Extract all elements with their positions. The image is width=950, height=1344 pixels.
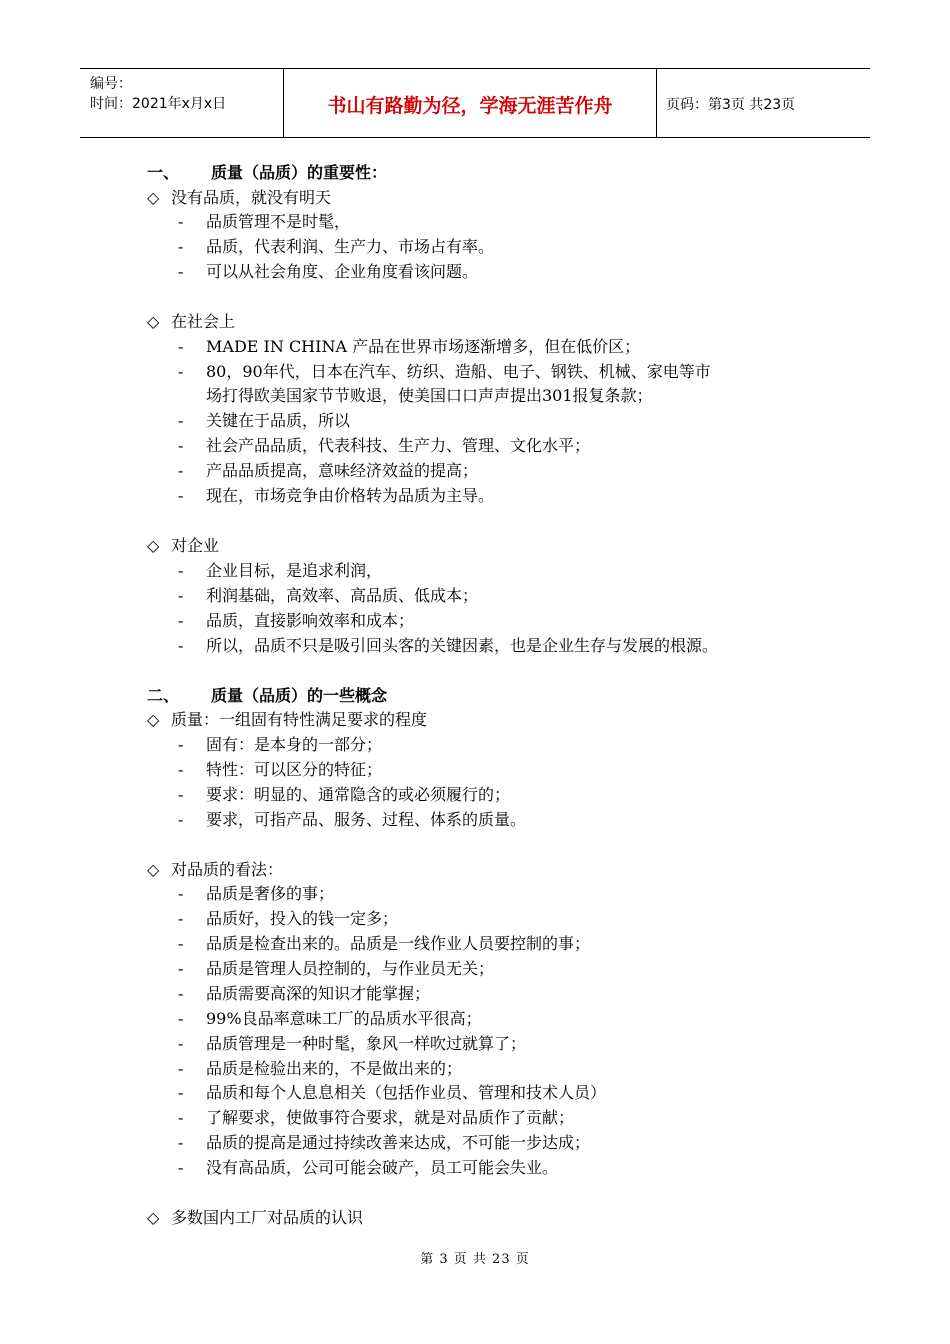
dash-bullet-icon: - [178, 561, 184, 580]
group-heading-text: 对企业 [171, 536, 220, 555]
dash-bullet-icon: - [178, 436, 184, 455]
diamond-bullet-icon: ◇ [147, 188, 160, 207]
section-heading [147, 163, 387, 183]
list-item-text: 品质的提高是通过持续改善来达成，不可能一步达成； [206, 1133, 591, 1152]
dash-bullet-icon: - [178, 486, 184, 505]
group-heading [147, 536, 219, 556]
dash-bullet-icon: - [178, 362, 184, 381]
list-item-text: 了解要求，使做事符合要求，就是对品质作了贡献； [206, 1108, 575, 1127]
dash-bullet-icon: - [178, 611, 184, 630]
list-item-text: 现在，市场竞争由价格转为品质为主导。 [206, 486, 495, 505]
dash-bullet-icon: - [178, 237, 184, 256]
list-item-text: 80，90年代，日本在汽车、纺织、造船、电子、钢铁、机械、家电等市 [206, 362, 711, 381]
header-motto-cell [283, 69, 657, 137]
dash-bullet-icon: - [178, 1108, 184, 1127]
diamond-bullet-icon: ◇ [147, 710, 160, 729]
list-item-text: 固有：是本身的一部分； [206, 735, 383, 754]
header-page-cell [656, 69, 870, 137]
list-item-text: 99%良品率意味工厂的品质水平很高； [206, 1009, 482, 1028]
group-heading-text: 在社会上 [171, 312, 236, 331]
list-item-text: 特性：可以区分的特征； [206, 760, 383, 779]
header-meta-cell [80, 69, 283, 137]
dash-bullet-icon: - [178, 411, 184, 430]
section-heading [147, 686, 387, 706]
page-label: 页码：第3页 共23页 [666, 97, 796, 113]
dash-bullet-icon: - [178, 760, 184, 779]
list-item-text: MADE IN CHINA 产品在世界市场逐渐增多，但在低价区； [206, 337, 641, 356]
dash-bullet-icon: - [178, 810, 184, 829]
list-item-text: 品质是检查出来的。品质是一线作业人员要控制的事； [206, 934, 591, 953]
group-heading-text: 多数国内工厂对品质的认识 [171, 1208, 364, 1227]
dash-bullet-icon: - [178, 262, 184, 281]
number-label: 编号： [90, 76, 132, 92]
list-item-text: 场打得欧美国家节节败退，使美国口口声声提出301报复条款； [206, 386, 653, 405]
list-item-text: 品质是管理人员控制的，与作业员无关； [206, 959, 495, 978]
group-heading [147, 312, 235, 332]
dash-bullet-icon: - [178, 1034, 184, 1053]
dash-bullet-icon: - [178, 884, 184, 903]
list-item-text: 品质管理不是时髦， [206, 212, 351, 231]
group-heading [147, 860, 283, 880]
list-item-text: 品质，代表利润、生产力、市场占有率。 [206, 237, 495, 256]
list-item-text: 品质需要高深的知识才能掌握； [206, 984, 431, 1003]
diamond-bullet-icon: ◇ [147, 860, 160, 879]
list-item-text: 所以，品质不只是吸引回头客的关键因素，也是企业生存与发展的根源。 [206, 636, 719, 655]
list-item-text: 社会产品品质，代表科技、生产力、管理、文化水平； [206, 436, 591, 455]
list-item-text: 要求，可指产品、服务、过程、体系的质量。 [206, 810, 527, 829]
dash-bullet-icon: - [178, 461, 184, 480]
list-item-text: 产品品质提高，意味经济效益的提高； [206, 461, 479, 480]
list-item-text: 品质是检验出来的，不是做出来的； [206, 1059, 463, 1078]
diamond-bullet-icon: ◇ [147, 536, 160, 555]
dash-bullet-icon: - [178, 1133, 184, 1152]
document-header [80, 68, 870, 138]
list-item-text: 要求：明显的、通常隐含的或必须履行的； [206, 785, 511, 804]
dash-bullet-icon: - [178, 1059, 184, 1078]
group-heading [147, 710, 427, 730]
motto-text: 书山有路勤为径，学海无涯苦作舟 [327, 95, 613, 117]
dash-bullet-icon: - [178, 212, 184, 231]
group-heading [147, 188, 331, 208]
page-footer: 第 3 页 共 23 页 [420, 1252, 530, 1267]
group-heading [147, 1208, 363, 1228]
time-label: 时间：2021年x月x日 [90, 96, 227, 112]
diamond-bullet-icon: ◇ [147, 312, 160, 331]
list-item-text: 品质好，投入的钱一定多； [206, 909, 399, 928]
dash-bullet-icon: - [178, 984, 184, 1003]
list-item-text: 品质是奢侈的事； [206, 884, 335, 903]
dash-bullet-icon: - [178, 1009, 184, 1028]
dash-bullet-icon: - [178, 586, 184, 605]
dash-bullet-icon: - [178, 909, 184, 928]
dash-bullet-icon: - [178, 636, 184, 655]
section-number: 二、 [147, 686, 180, 705]
dash-bullet-icon: - [178, 785, 184, 804]
list-item-text: 利润基础，高效率、高品质、低成本； [206, 586, 479, 605]
list-item-text: 关键在于品质，所以 [206, 411, 351, 430]
dash-bullet-icon: - [178, 1158, 184, 1177]
list-item-text: 品质和每个人息息相关（包括作业员、管理和技术人员） [206, 1083, 607, 1102]
dash-bullet-icon: - [178, 735, 184, 754]
dash-bullet-icon: - [178, 1083, 184, 1102]
list-item-text: 企业目标，是追求利润， [206, 561, 383, 580]
list-item-text: 品质管理是一种时髦，象风一样吹过就算了； [206, 1034, 527, 1053]
group-heading-text: 质量：一组固有特性满足要求的程度 [171, 710, 428, 729]
section-title: 质量（品质）的一些概念 [211, 686, 388, 705]
section-title: 质量（品质）的重要性： [211, 163, 388, 182]
diamond-bullet-icon: ◇ [147, 1208, 160, 1227]
list-item-text: 品质，直接影响效率和成本； [206, 611, 415, 630]
section-number: 一、 [147, 163, 180, 182]
list-item-text: 没有高品质，公司可能会破产，员工可能会失业。 [206, 1158, 559, 1177]
list-item-text: 可以从社会角度、企业角度看该问题。 [206, 262, 479, 281]
group-heading-text: 对品质的看法： [171, 860, 284, 879]
group-heading-text: 没有品质，就没有明天 [171, 188, 332, 207]
dash-bullet-icon: - [178, 934, 184, 953]
dash-bullet-icon: - [178, 959, 184, 978]
dash-bullet-icon: - [178, 337, 184, 356]
